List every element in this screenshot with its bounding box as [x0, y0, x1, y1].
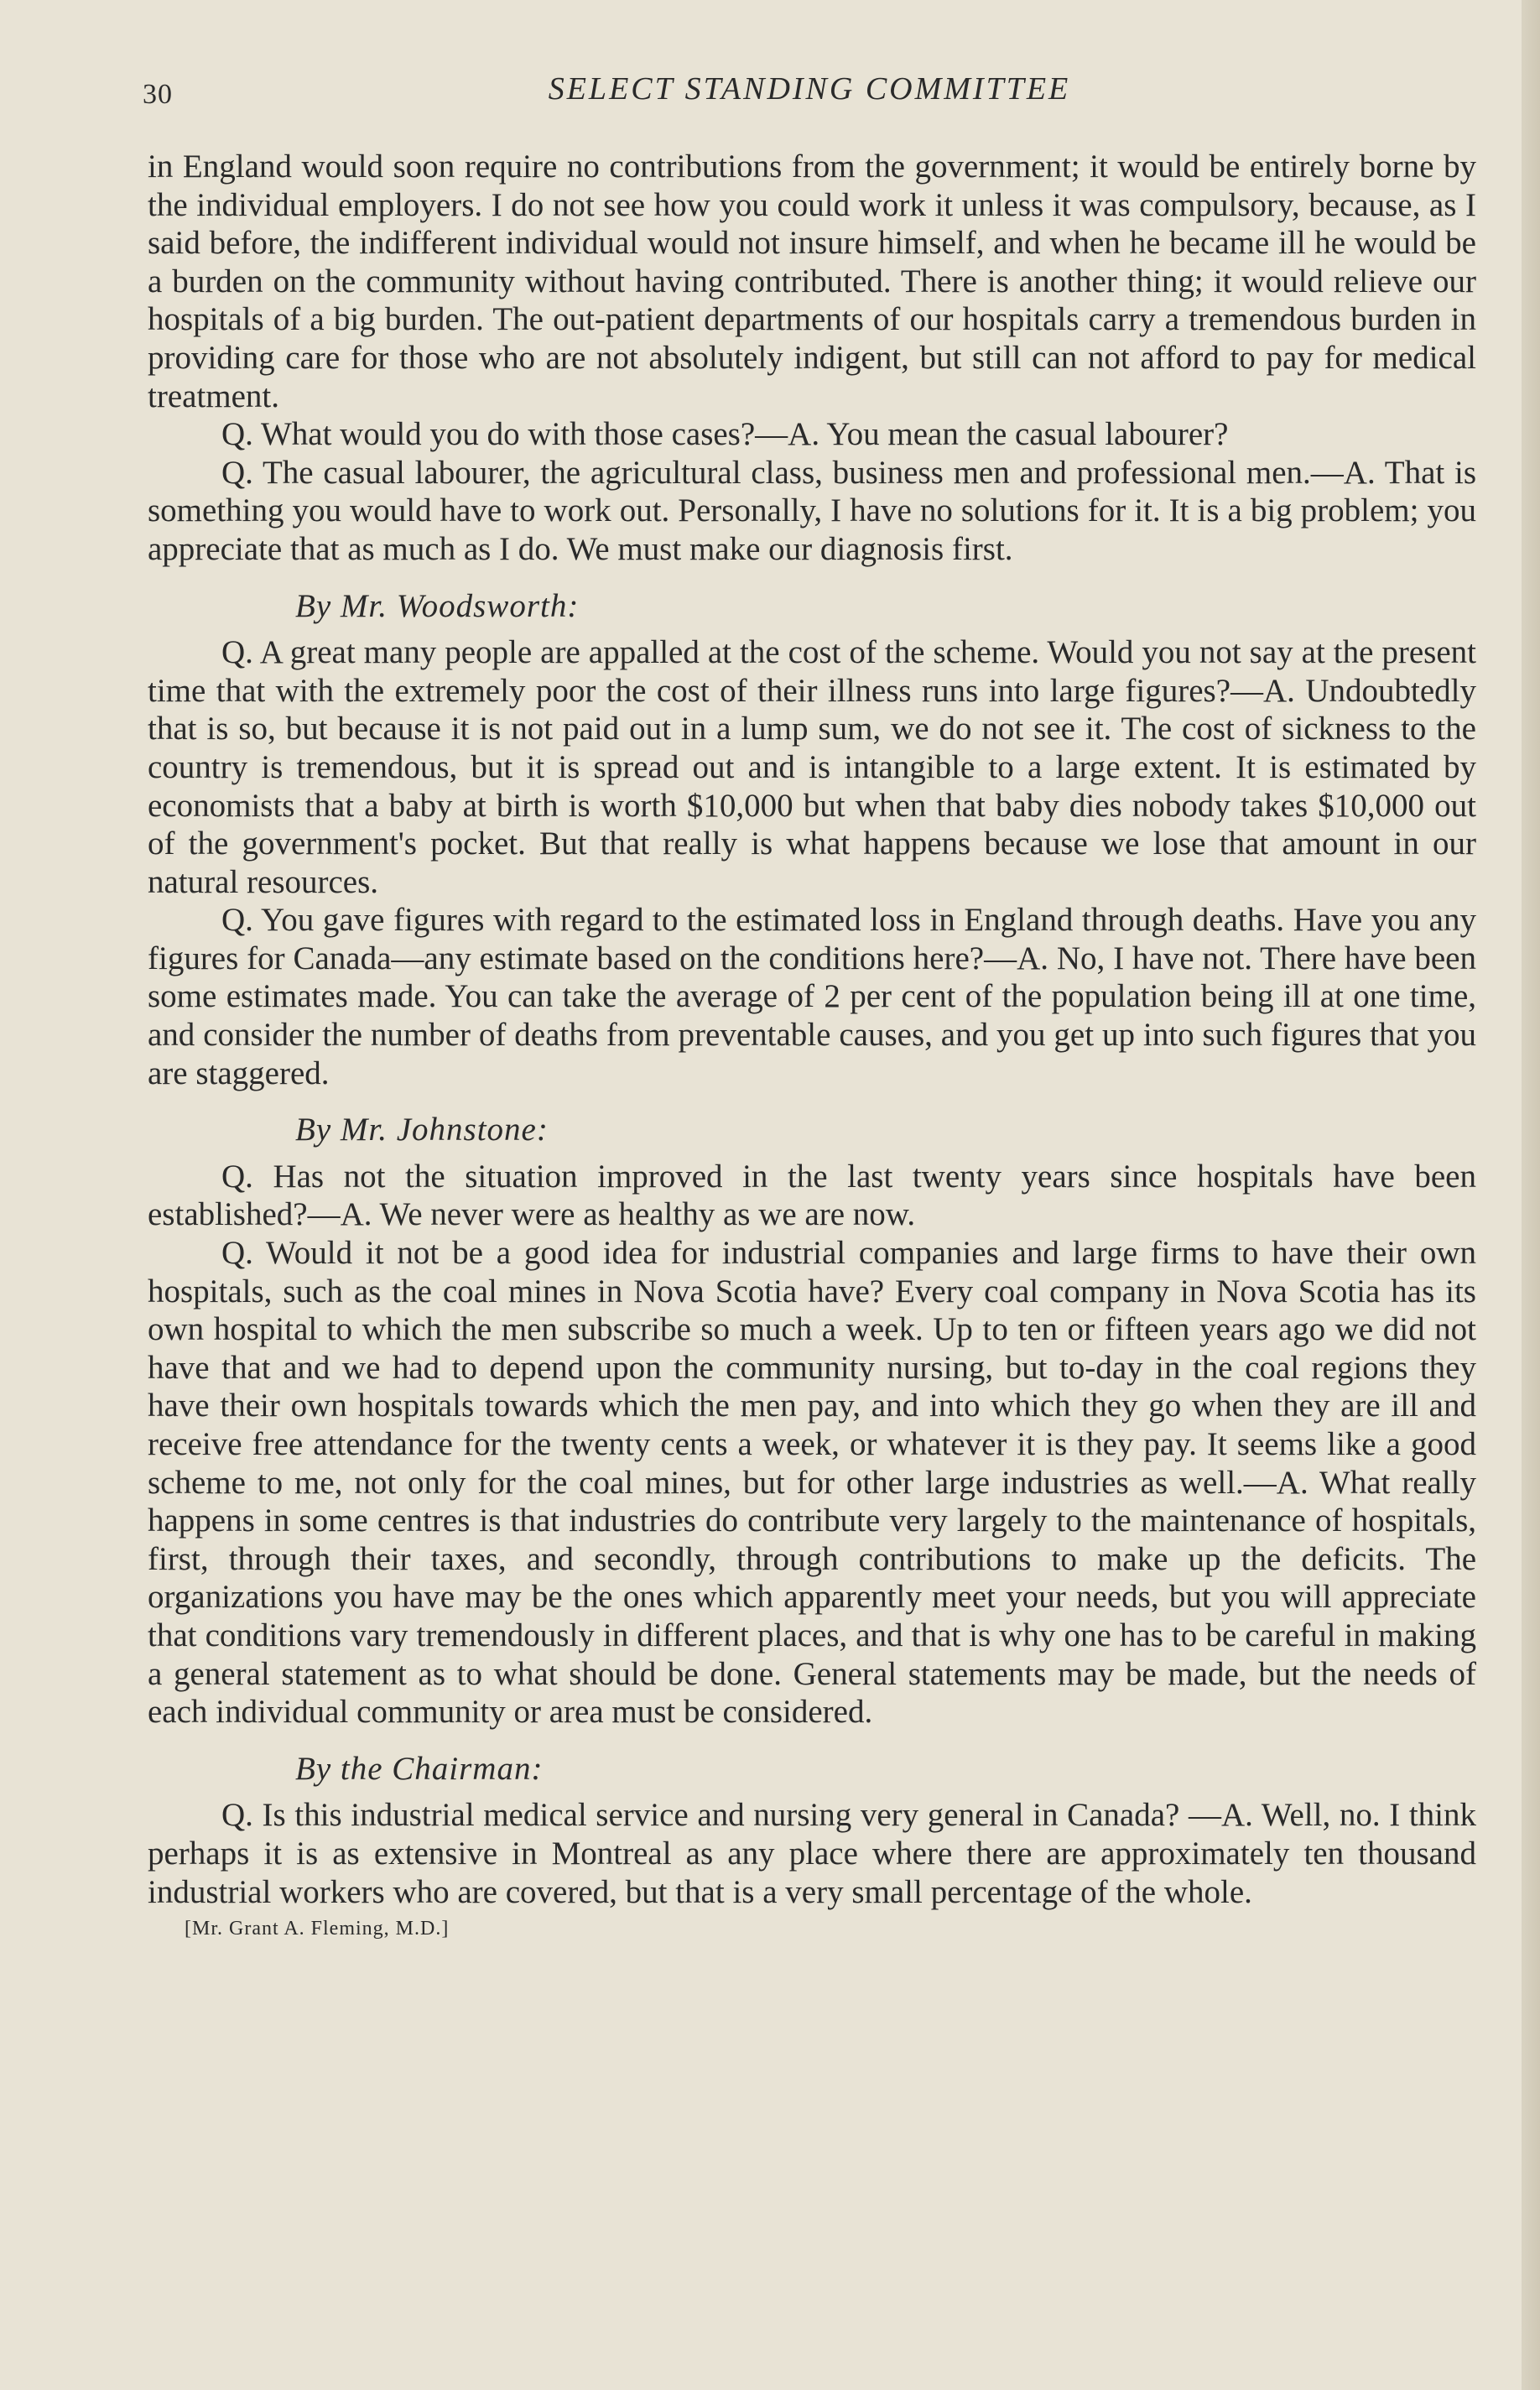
- witness-footnote: [Mr. Grant A. Fleming, M.D.]: [185, 1918, 450, 1940]
- paragraph-question: Q. The casual labourer, the agricultural class, business men and professional men.—A. That is something you would have to work out. Personally, I have no solutions for it. It is a big problem; you appreciate that as much as I do. We must make our diagnosis first.: [148, 454, 1476, 567]
- paragraph-continuation: in England would soon require no contributions from the government; it would be entirely borne by the individual employers. I do not see how you could work it unless it was compulsory, because, as I said before, the indifferent individual would not insure himself, and when he became ill he would be a burden on the community without having contributed. There is another thing; it would relieve our hospitals of a big burden. The out-patient departments of our hospitals carry a tremendous burden in providing care for those who are not absolutely indigent, but still can not afford to pay for medical treatment.: [148, 148, 1476, 414]
- paragraph-question: Q. You gave figures with regard to the estimated loss in England through deaths. Have you any figures for Canada—any estimate based on the conditions here?—A. No, I have not. There have been some estimates made. You can take the average of 2 per cent of the population being ill at one time, and consider the number of deaths from preventable causes, and you get up into such figures that you are staggered.: [148, 902, 1476, 1091]
- speaker-heading: By Mr. Johnstone:: [295, 1112, 549, 1148]
- paragraph-question: Q. What would you do with those cases?—A. You mean the casual labourer?: [221, 416, 1229, 453]
- paragraph-question: Q. A great many people are appalled at the cost of the scheme. Would you not say at the present time that with the extremely poor the cost of their illness runs into large figures?—A. Undoubtedly that is so, but because it is not paid out in a lump sum, we do not see it. The cost of sickness to the country is tremendous, but it is spread out and is intangible to a large extent. It is estimated by economists that a baby at birth is worth $10,000 but when that baby dies nobody takes $10,000 out of the government's pocket. But that really is what happens because we lose that amount in our natural resources.: [148, 634, 1476, 900]
- running-title: SELECT STANDING COMMITTEE: [548, 71, 1071, 107]
- paragraph-question: Q. Would it not be a good idea for industrial companies and large firms to have their own hospitals, such as the coal mines in Nova Scotia have? Every coal company in Nova Scotia has its own hospital to which the men subscribe so much a week. Up to ten or fifteen years ago we did not have that and we had to depend upon the community nursing, but to-day in the coal regions they have their own hospitals towards which the men pay, and into which they go when they are ill and receive free attendance for the twenty cents a week, or whatever it is they pay. It seems like a good scheme to me, not only for the coal mines, but for other large industries as well.—A. What really happens in some centres is that industries do contribute very largely to the maintenance of hospitals, first, through their taxes, and secondly, through contributions to make up the deficits. The organizations you have may be the ones which apparently meet your needs, but you will appreciate that conditions vary tremendously in different places, and that is why one has to be careful in making a general statement as to what should be done. General statements may be made, but the needs of each individual community or area must be considered.: [148, 1235, 1476, 1731]
- speaker-heading: By Mr. Woodsworth:: [295, 587, 580, 624]
- body-text: [148, 148, 1476, 1941]
- page-number: 30: [143, 79, 173, 110]
- speaker-heading: By the Chairman:: [295, 1750, 544, 1787]
- page-header: [143, 70, 1476, 121]
- paragraph-question: Q. Has not the situation improved in the last twenty years since hospitals have been established?—A. We never were as healthy as we are now.: [148, 1158, 1476, 1233]
- page-edge: [1522, 0, 1540, 2390]
- paragraph-question: Q. Is this industrial medical service and nursing very general in Canada? —A. Well, no. I think perhaps it is as extensive in Montreal as any place where there are approximately ten thousand industrial workers who are covered, but that is a very small percentage of the whole.: [148, 1797, 1476, 1910]
